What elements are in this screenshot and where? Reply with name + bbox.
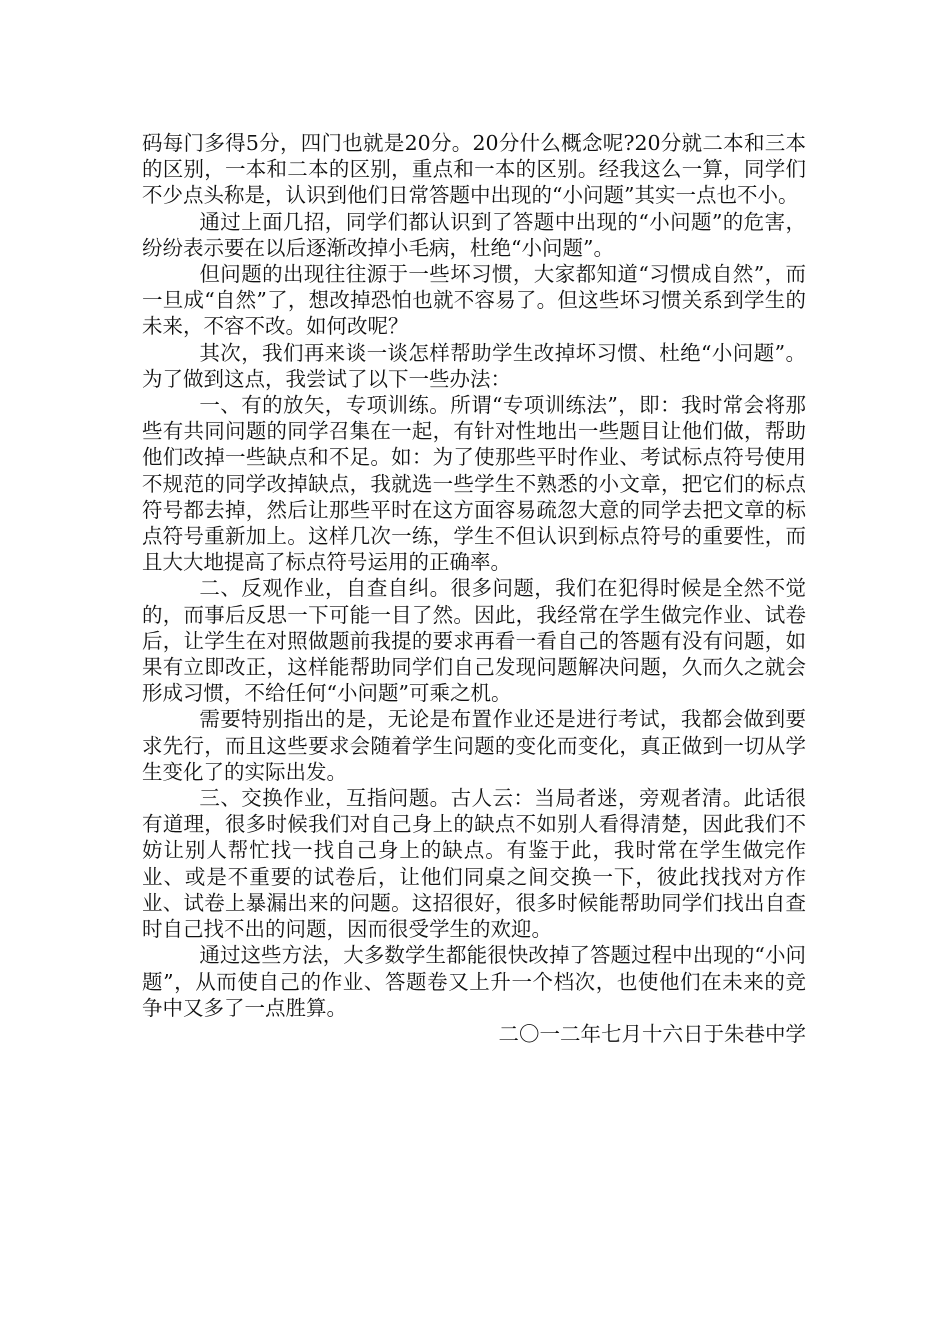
paragraph: 一、有的放矢，专项训练。所谓“专项训练法”，即：我时常会将那些有共同问题的同学召集在一起，有针对性地出一些题目让他们做，帮助他们改掉一些缺点和不足。如：为了使那些平时作业、考试标点符号使用不规范的同学改掉缺点，我就选一些学生不熟悉的小文章，把它们的标点符号都去掉，然后让那些平时在这方面容易疏忽大意的同学去把文章的标点符号重新加上。这样几次一练，学生不但认识到标点符号的重要性，而且大大地提高了标点符号运用的正确率。 (142, 393, 806, 575)
document-body (142, 130, 806, 1047)
paragraph: 通过上面几招，同学们都认识到了答题中出现的“小问题”的危害，纷纷表示要在以后逐渐改掉小毛病，杜绝“小问题”。 (142, 209, 806, 260)
paragraph: 需要特别指出的是，无论是布置作业还是进行考试，我都会做到要求先行，而且这些要求会随着学生问题的变化而变化，真正做到一切从学生变化了的实际出发。 (142, 707, 806, 784)
paragraph: 二、反观作业，自查自纠。很多问题，我们在犯得时候是全然不觉的，而事后反思一下可能一目了然。因此，我经常在学生做完作业、试卷后，让学生在对照做题前我提的要求再看一看自己的答题有没有问题，如果有立即改正，这样能帮助同学们自己发现问题解决问题，久而久之就会形成习惯，不给任何“小问题”可乘之机。 (142, 576, 806, 706)
signature-date: 二〇一二年七月十六日于朱巷中学 (498, 1021, 806, 1046)
paragraph: 码每门多得5分，四门也就是20分。20分什么概念呢?20分就二本和三本的区别，一本和二本的区别，重点和一本的区别。经我这么一算，同学们不少点头称是，认识到他们日常答题中出现的“小问题”其实一点也不小。 (142, 131, 806, 208)
paragraph: 其次，我们再来谈一谈怎样帮助学生改掉坏习惯、杜绝“小问题”。为了做到这点，我尝试了以下一些办法： (142, 340, 806, 391)
paragraph: 三、交换作业，互指问题。古人云：当局者迷，旁观者清。此话很有道理，很多时候我们对自己身上的缺点不如别人看得清楚，因此我们不妨让别人帮忙找一找自己身上的缺点。有鉴于此，我时常在学生做完作业、或是不重要的试卷后，让他们同桌之间交换一下，彼此找找对方作业、试卷上暴漏出来的问题。这招很好，很多时候能帮助同学们找出自查时自己找不出的问题，因而很受学生的欢迎。 (142, 786, 806, 942)
paragraph: 通过这些方法，大多数学生都能很快改掉了答题过程中出现的“小问题”，从而使自己的作业、答题卷又上升一个档次，也使他们在未来的竞争中又多了一点胜算。 (142, 943, 806, 1020)
paragraph: 但问题的出现往往源于一些坏习惯，大家都知道“习惯成自然”，而一旦成“自然”了，想改掉恐怕也就不容易了。但这些坏习惯关系到学生的未来，不容不改。如何改呢？ (142, 262, 806, 339)
